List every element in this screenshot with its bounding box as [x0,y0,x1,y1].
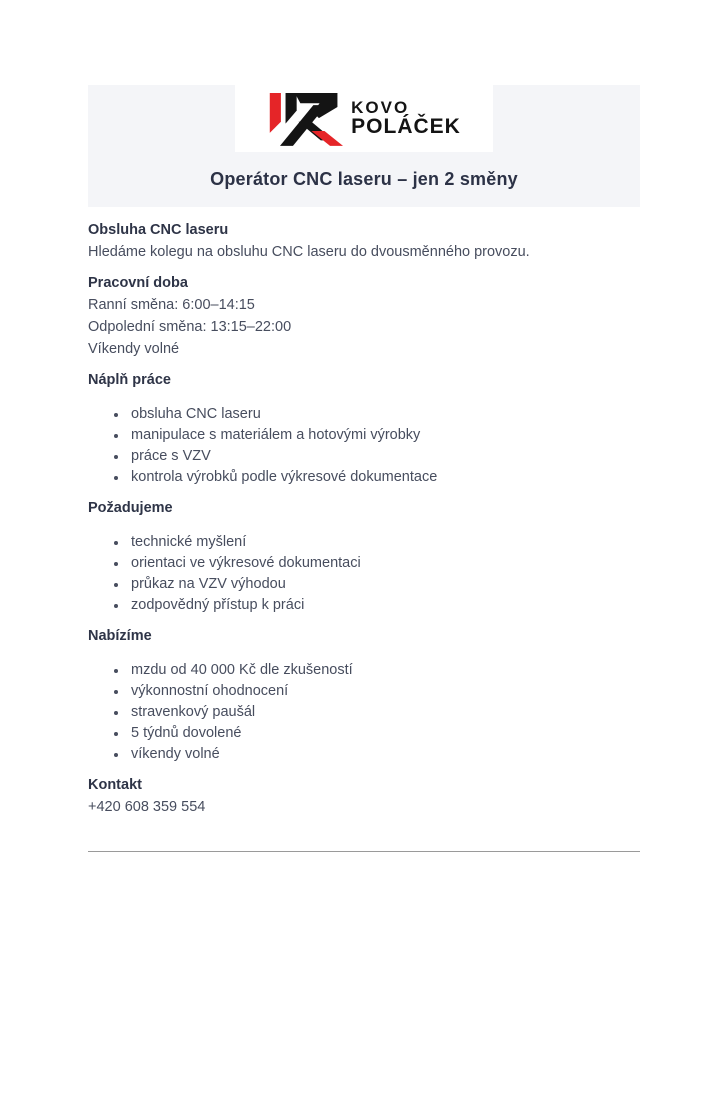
logo-word-polacek: POLÁČEK [351,115,461,138]
header-band [88,85,640,207]
section-heading-obsluha: Obsluha CNC laseru [88,222,229,238]
list-item: mzdu od 40 000 Kč dle zkušeností [88,660,640,681]
list-item: technické myšlení [88,532,640,553]
job-posting-page [0,85,724,1109]
list-item: 5 týdnů dovolené [88,723,640,744]
logo-wordmark [351,99,461,138]
company-logo [235,85,493,152]
job-description [88,207,640,818]
list-item: orientaci ve výkresové dokumentaci [88,553,640,574]
weekends-free: Víkendy volné [88,341,180,357]
section-heading-nabizime: Nabízíme [88,628,152,644]
bottom-divider [88,851,640,852]
list-item: výkonnostní ohodnocení [88,681,640,702]
requirements-list [88,532,640,616]
list-item: kontrola výrobků podle výkresové dokumentace [88,467,640,488]
list-item: průkaz na VZV výhodou [88,574,640,595]
shift-afternoon: Odpolední směna: 13:15–22:00 [88,319,292,335]
section-heading-pozadujeme: Požadujeme [88,500,173,516]
section-text: Hledáme kolegu na obsluhu CNC laseru do dvousměnného provozu. [88,244,530,260]
section-heading-napln-prace: Náplň práce [88,372,171,388]
section-heading-kontakt: Kontakt [88,777,142,793]
list-item: zodpovědný přístup k práci [88,595,640,616]
duties-list [88,404,640,488]
list-item: stravenkový paušál [88,702,640,723]
list-item: práce s VZV [88,446,640,467]
benefits-list [88,660,640,765]
kp-monogram-icon [267,90,343,148]
logo-word-kovo: KOVO [351,98,410,117]
list-item: víkendy volné [88,744,640,765]
page-title: Operátor CNC laseru – jen 2 směny [210,169,518,189]
list-item: obsluha CNC laseru [88,404,640,425]
shift-morning: Ranní směna: 6:00–14:15 [88,297,255,313]
list-item: manipulace s materiálem a hotovými výrobky [88,425,640,446]
section-heading-pracovni-doba: Pracovní doba [88,275,188,291]
phone-number: +420 608 359 554 [88,799,206,815]
